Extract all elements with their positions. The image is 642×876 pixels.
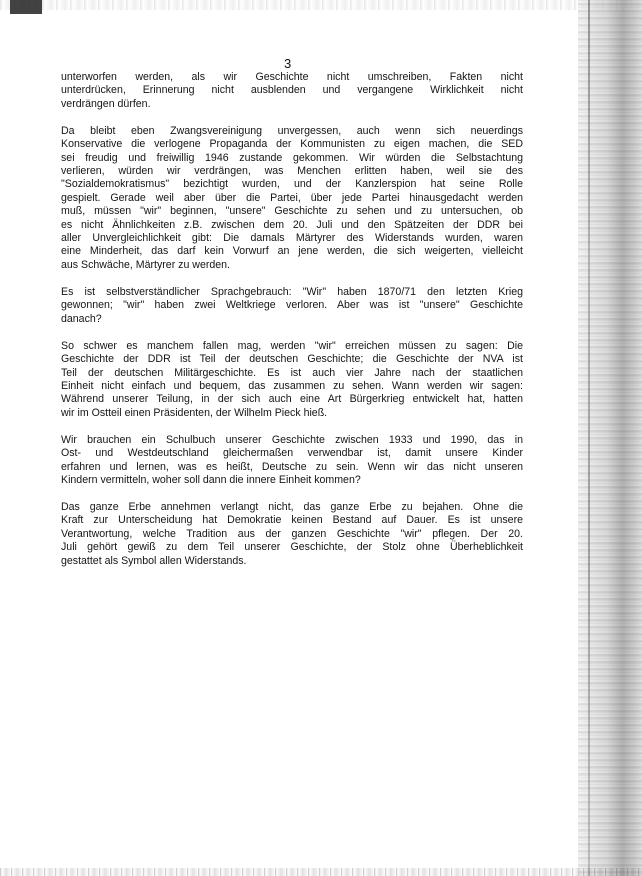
text-line: "Sozialdemokratismus" bezichtigt wurden, und der Kanzlerspion hat seine Rolle (61, 178, 523, 191)
document-body (61, 71, 523, 582)
scan-top-edge (0, 0, 642, 10)
paragraph (61, 501, 523, 568)
text-line: Wir brauchen ein Schulbuch unserer Geschichte zwischen 1933 und 1990, das in (61, 433, 523, 446)
text-line: wir im Ostteil einen Präsidenten, der Wilhelm Pieck hieß. (61, 406, 328, 419)
text-line: Da bleibt eben Zwangsvereinigung unvergessen, auch wenn sich neuerdings (61, 124, 523, 137)
text-line: aus Schwäche, Märtyrer zu werden. (61, 258, 230, 271)
paragraph (61, 340, 523, 420)
text-line: Verantwortung, welche Tradition aus der ganzen Geschichte "wir" pflegen. Der 20. (61, 527, 523, 540)
text-line: Kraft zur Unterscheidung hat Demokratie keinen Bestand auf Dauer. Es ist unsere (61, 514, 523, 527)
text-line: Einheit nicht einfach und bequem, das zusammen zu sehen. Wann werden wir sagen: (61, 379, 523, 392)
text-line: Konservative die verlogene Propaganda der Kommunisten zu eigen machen, die SED (61, 138, 523, 151)
text-line: gewonnen; "wir" haben zwei Weltkriege verloren. Aber was ist "unsere" Geschichte (61, 299, 523, 312)
text-line: gespielt. Gerade weil aber über die Partei, über jede Partei hinausgedacht werden (61, 191, 523, 204)
scan-bottom-edge (0, 868, 642, 876)
text-line: verlieren, würden wir verdrängen, was Menchen erlitten haben, weil sie des (61, 165, 523, 178)
text-line: Geschichte der DDR ist Teil der deutschen Geschichte; die Geschichte der NVA ist (61, 353, 523, 366)
text-line: gestattet als Symbol allen Widerstands. (61, 554, 247, 567)
page-number: 3 (284, 56, 292, 71)
paragraph (61, 71, 523, 111)
paragraph (61, 125, 523, 272)
text-line: erfahren und lernen, was es heißt, Deutsche zu sein. Wenn wir das nicht unseren (61, 460, 523, 473)
text-line: Ost- und Westdeutschland gleichermaßen verwendbar ist, damit unsere Kinder (61, 447, 523, 460)
text-line: danach? (61, 312, 102, 325)
text-line: Es ist selbstverständlicher Sprachgebrauch: "Wir" haben 1870/71 den letzten Krieg (61, 285, 523, 298)
text-line: unterworfen werden, als wir Geschichte nicht umschreiben, Fakten nicht (61, 71, 523, 83)
text-line: muß, müssen "wir" beginnen, "unsere" Geschichte zu sehen und zu untersuchen, ob (61, 205, 523, 218)
paragraph (61, 434, 523, 488)
scan-artifact-mark (10, 0, 42, 14)
text-line: Während unserer Teilung, in der sich auch eine Art Bürgerkrieg entwickelt hat, hatten (61, 393, 523, 406)
text-line: es nicht Ähnlichkeiten z.B. zwischen dem 20. Juli und den Spätzeiten der DDR bei (61, 218, 523, 231)
text-line: verdrängen dürfen. (61, 97, 151, 110)
text-line: Kindern vermitteln, woher soll dann die innere Einheit kommen? (61, 473, 361, 486)
text-line: Teil der deutschen Militärgeschichte. Es ist auch vier Jahre nach der staatlichen (61, 366, 523, 379)
text-line: Das ganze Erbe annehmen verlangt nicht, das ganze Erbe zu bejahen. Ohne die (61, 500, 523, 513)
text-line: So schwer es manchem fallen mag, werden "wir" erreichen müssen zu sagen: Die (61, 339, 523, 352)
scan-page-border (588, 0, 590, 876)
text-line: eine Minderheit, das darf kein Vorwurf an jene werden, die sich weigerten, vielleicht (61, 245, 523, 258)
text-line: sei freudig und freiwillig 1946 zustande gekommen. Wir würden die Selbstachtung (61, 151, 523, 164)
text-line: aller Unvergleichlichkeit gibt: Die damals Märtyrer des Widerstands wurden, waren (61, 232, 523, 245)
text-line: Juli gehört gewiß zu dem Teil unserer Geschichte, der Stolz ohne Überheblichkeit (61, 541, 523, 554)
paragraph (61, 286, 523, 326)
text-line: unterdrücken, Erinnerung nicht ausblenden und vergangene Wirklichkeit nicht (61, 84, 523, 97)
